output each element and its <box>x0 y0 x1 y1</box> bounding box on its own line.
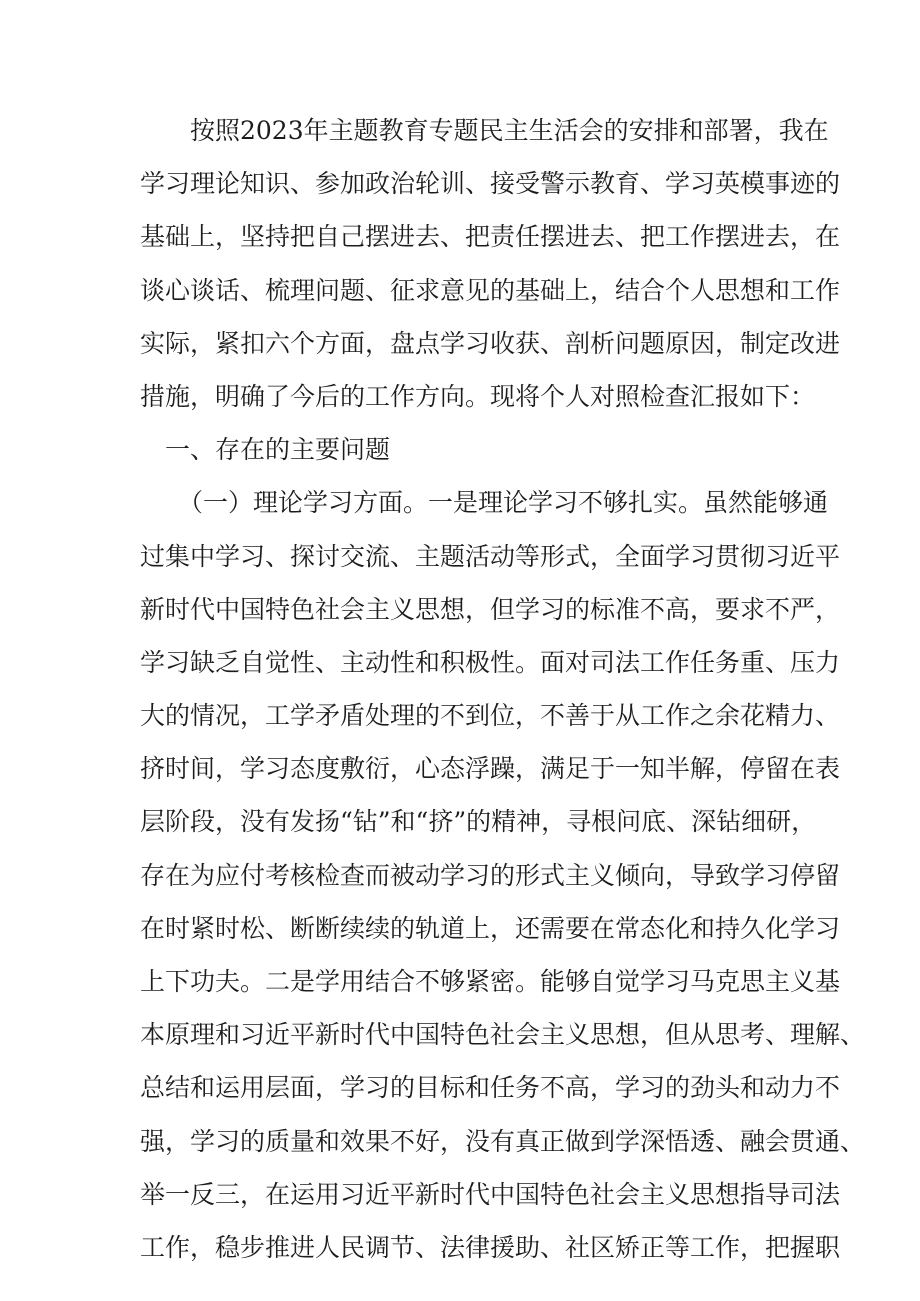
text-line: 本原理和习近平新时代中国特色社会主义思想，但从思考、理解、 <box>140 1020 866 1050</box>
text-line: 学习理论知识、参加政治轮训、接受警示教育、学习英模事迹的 <box>140 169 841 199</box>
text-line: 学习缺乏自觉性、主动性和积极性。面对司法工作任务重、压力 <box>140 647 841 677</box>
text-line: 过集中学习、探讨交流、主题活动等形式，全面学习贯彻习近平 <box>140 541 841 571</box>
text-line: 存在为应付考核检查而被动学习的形式主义倾向，导致学习停留 <box>140 860 841 890</box>
text-line: 措施，明确了今后的工作方向。现将个人对照检查汇报如下： <box>140 381 816 411</box>
text-line: 总结和运用层面，学习的目标和任务不高，学习的劲头和动力不 <box>140 1073 841 1103</box>
text-line: 按照2023年主题教育专题民主生活会的安排和部署，我在 <box>190 116 829 145</box>
text-line: 在时紧时松、断断续续的轨道上，还需要在常态化和持久化学习 <box>140 913 841 943</box>
theory-study-paragraph <box>140 476 866 1274</box>
text-line: 挤时间，学习态度敷衍，心态浮躁，满足于一知半解，停留在表 <box>140 754 841 784</box>
document-body <box>140 104 866 1274</box>
text-line: 举一反三，在运用习近平新时代中国特色社会主义思想指导司法 <box>140 1179 841 1209</box>
text-line: 层阶段，没有发扬“钻”和“挤”的精神，寻根问底、深钻细研， <box>140 807 817 837</box>
text-line: 大的情况，工学矛盾处理的不到位，不善于从工作之余花精力、 <box>140 701 841 731</box>
section-heading: 一、存在的主要问题 <box>165 435 391 465</box>
intro-paragraph <box>140 104 841 423</box>
text-line: 实际，紧扣六个方面，盘点学习收获、剖析问题原因，制定改进 <box>140 328 841 358</box>
text-line: 工作，稳步推进人民调节、法律援助、社区矫正等工作，把握职 <box>140 1232 841 1262</box>
text-line: 新时代中国特色社会主义思想，但学习的标准不高，要求不严， <box>140 594 841 624</box>
text-line: 强，学习的质量和效果不好，没有真正做到学深悟透、融会贯通、 <box>140 1126 866 1156</box>
text-line: （一）理论学习方面。一是理论学习不够扎实。虽然能够通 <box>178 488 829 518</box>
text-line: 谈心谈话、梳理问题、征求意见的基础上，结合个人思想和工作 <box>140 275 841 305</box>
text-line: 基础上，坚持把自己摆进去、把责任摆进去、把工作摆进去，在 <box>140 222 841 252</box>
text-line: 上下功夫。二是学用结合不够紧密。能够自觉学习马克思主义基 <box>140 967 841 996</box>
